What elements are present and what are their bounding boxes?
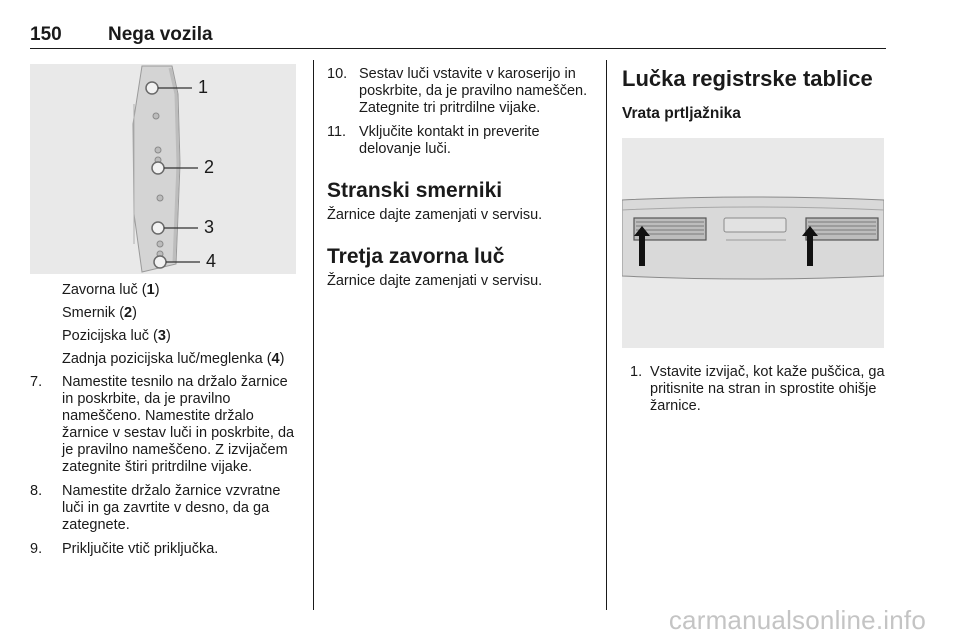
section-text: Žarnice dajte zamenjati v servisu. [327,273,543,289]
page-header [30,0,886,50]
column-2 [327,66,595,290]
section-heading: Lučka registrske tablice [622,66,873,91]
legend-item-1: Zavorna luč (1) [62,282,160,298]
lamp-assembly-figure [30,64,296,274]
page-title: Nega vozila [108,24,213,45]
callout-3: 3 [204,217,215,237]
step-item: 1. Vstavite izvijač, kot kaže puščica, ga pritisnite na stran in sprostite ohišje žarnice. [630,364,885,414]
section-stranski-smerniki [327,178,595,224]
step-item: 11. Vključite kontakt in preverite delovanje luči. [327,124,540,157]
step-item: 10. Sestav luči vstavite v karoserijo in poskrbite, da je pravilno nameščen. Zategnite tri pritrdilne vijake. [327,66,588,116]
legend-item-4: Zadnja pozicijska luč/meglenka (4) [62,351,285,367]
callout-1: 1 [198,77,209,97]
steps-list [30,374,302,558]
header-rule [30,48,886,49]
column-3 [622,66,888,422]
lamp-assembly-illustration [30,64,296,274]
section-text: Žarnice dajte zamenjati v servisu. [327,207,543,223]
step-item: 8. Namestite držalo žarnice vzvratne luči in ga zavrtite v desno, da ga zategnete. [30,483,281,533]
callout-2: 2 [204,157,215,177]
column-1 [30,64,302,565]
legend-item-3: Pozicijska luč (3) [62,328,171,344]
column-divider-2 [606,60,607,610]
steps-list [327,66,595,158]
license-plate-lamp-figure [622,138,884,348]
page-number: 150 [30,24,62,45]
watermark: carmanualsonline.info [668,605,926,635]
section-tretja-zavorna-luc [327,244,595,290]
tailgate-illustration [622,138,884,348]
callout-4: 4 [206,251,217,271]
figure-legend [30,282,302,368]
section-heading: Tretja zavorna luč [327,245,505,268]
step-item: 9. Priključite vtič priključka. [30,541,219,557]
step-item: 7. Namestite tesnilo na držalo žarnice in poskrbite, da je pravilno nameščeno. Namestite držalo žarnice v sestav luči in poskrbite, da je pravilno nameščeno. Z izvijačem zategnite štiri pritrdilne vijake. [30,374,295,475]
section-subheading: Vrata prtljažnika [622,105,741,122]
column-divider-1 [313,60,314,610]
section-heading: Stranski smerniki [327,179,503,202]
legend-item-2: Smernik (2) [62,305,137,321]
steps-list [622,364,888,415]
